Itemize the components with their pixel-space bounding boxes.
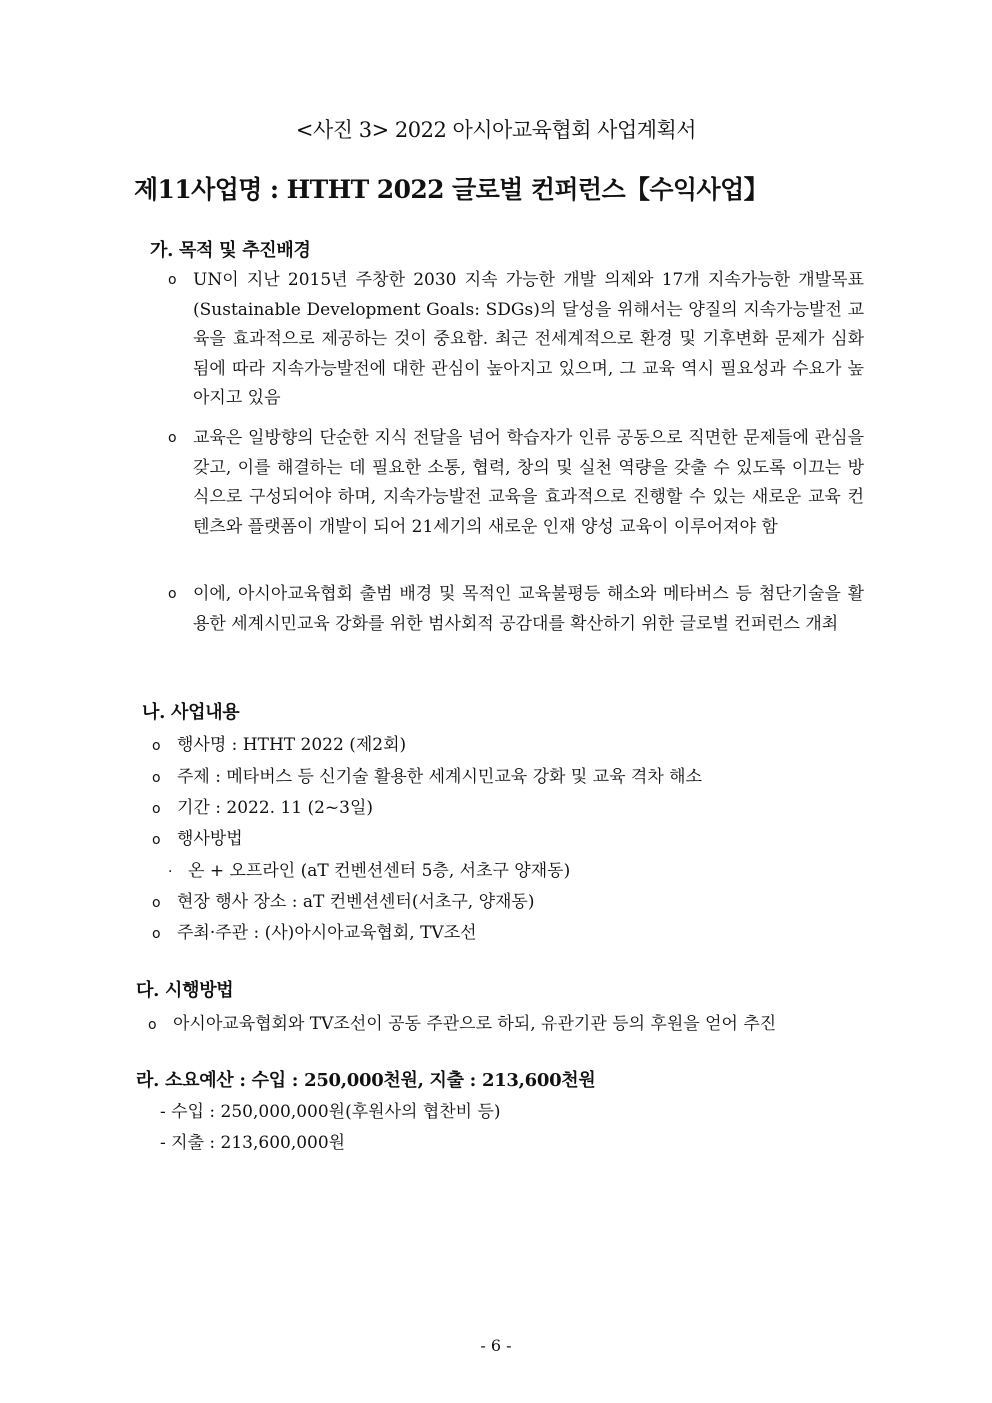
item-text: 기간 : 2022. 11 (2~3일) bbox=[177, 798, 374, 818]
bullet-mark: o bbox=[152, 770, 161, 786]
purpose-bullet-text: 교육은 일방향의 단순한 지식 전달을 넘어 학습자가 인류 공동으로 직면한 문제들에 관심을 갖고, 이를 해결하는 데 필요한 소통, 협력, 창의 및 실천 역량을 갖출 수 있도록 이끄는 방식으로 구성되어야 하며, 지속가능발전 교육을 효과적으로 진행할 수 있는 새로운 교육 컨텐츠와 플랫폼이 개발이 되어 21세기의 새로운 인재 양성 교육이 이루어져야 함 bbox=[193, 428, 864, 537]
bullet-mark: o bbox=[152, 738, 161, 754]
content-item-method bbox=[152, 824, 243, 849]
project-title: 제11사업명 : HTHT 2022 글로벌 컨퍼런스【수익사업】 bbox=[134, 175, 769, 204]
implementation-item bbox=[148, 1009, 776, 1034]
bullet-mark: o bbox=[168, 272, 177, 288]
budget-income: - 수입 : 250,000,000원(후원사의 협찬비 등) bbox=[160, 1102, 501, 1122]
bullet-mark: o bbox=[152, 832, 161, 848]
content-item-method-detail bbox=[168, 856, 570, 881]
bullet-mark: o bbox=[168, 430, 177, 446]
section-heading-purpose: 가. 목적 및 추진배경 bbox=[150, 240, 311, 261]
sub-bullet-mark: · bbox=[168, 864, 173, 880]
content-item-event-name bbox=[152, 730, 406, 755]
section-heading-content: 나. 사업내용 bbox=[142, 702, 240, 723]
section-heading-implementation: 다. 시행방법 bbox=[136, 980, 234, 1001]
content-item-theme bbox=[152, 762, 702, 787]
item-text: 행사방법 bbox=[177, 829, 243, 849]
item-text: 주제 : 메타버스 등 신기술 활용한 세계시민교육 강화 및 교육 격차 해소 bbox=[177, 767, 702, 787]
purpose-bullet-text: 이에, 아시아교육협회 출범 배경 및 목적인 교육불평등 해소와 메타버스 등 첨단기술을 활용한 세계시민교육 강화를 위한 범사회적 공감대를 확산하기 위한 글로벌 컨퍼런스 개최 bbox=[193, 584, 864, 634]
bullet-mark: o bbox=[152, 926, 161, 942]
purpose-bullet-text: UN이 지난 2015년 주창한 2030 지속 가능한 개발 의제와 17개 지속가능한 개발목표(Sustainable Development Goals: SDGs)의 달성을 위해서는 양질의 지속가능발전 교육을 효과적으로 제공하는 것이 중요함. 최근 전세계적으로 환경 및 기후변화 문제가 심화됨에 따라 지속가능발전에 대한 관심이 높아지고 있으며, 그 교육 역시 필요성과 수요가 높아지고 있음 bbox=[193, 270, 864, 408]
bullet-mark: o bbox=[152, 895, 161, 911]
bullet-mark: o bbox=[168, 586, 177, 602]
section-heading-budget: 라. 소요예산 : 수입 : 250,000천원, 지출 : 213,600천원 bbox=[136, 1070, 596, 1091]
purpose-bullet-3 bbox=[168, 580, 864, 639]
item-text: 주최·주관 : (사)아시아교육협회, TV조선 bbox=[177, 923, 477, 943]
item-text: 온 + 오프라인 (aT 컨벤션센터 5층, 서초구 양재동) bbox=[188, 861, 571, 881]
budget-expense: - 지출 : 213,600,000원 bbox=[160, 1133, 346, 1153]
bullet-mark: o bbox=[148, 1017, 157, 1033]
item-text: 아시아교육협회와 TV조선이 공동 주관으로 하되, 유관기관 등의 후원을 얻어 추진 bbox=[173, 1014, 777, 1034]
content-item-host bbox=[152, 918, 477, 943]
purpose-bullet-2 bbox=[168, 424, 864, 542]
content-item-period bbox=[152, 793, 373, 818]
item-text: 현장 행사 장소 : aT 컨벤션센터(서초구, 양재동) bbox=[177, 892, 535, 912]
page-number: - 6 - bbox=[480, 1336, 512, 1355]
content-item-venue bbox=[152, 887, 534, 912]
bullet-mark: o bbox=[152, 801, 161, 817]
document-title: <사진 3> 2022 아시아교육협회 사업계획서 bbox=[295, 118, 697, 142]
purpose-bullet-1 bbox=[168, 266, 864, 414]
item-text: 행사명 : HTHT 2022 (제2회) bbox=[177, 735, 407, 755]
